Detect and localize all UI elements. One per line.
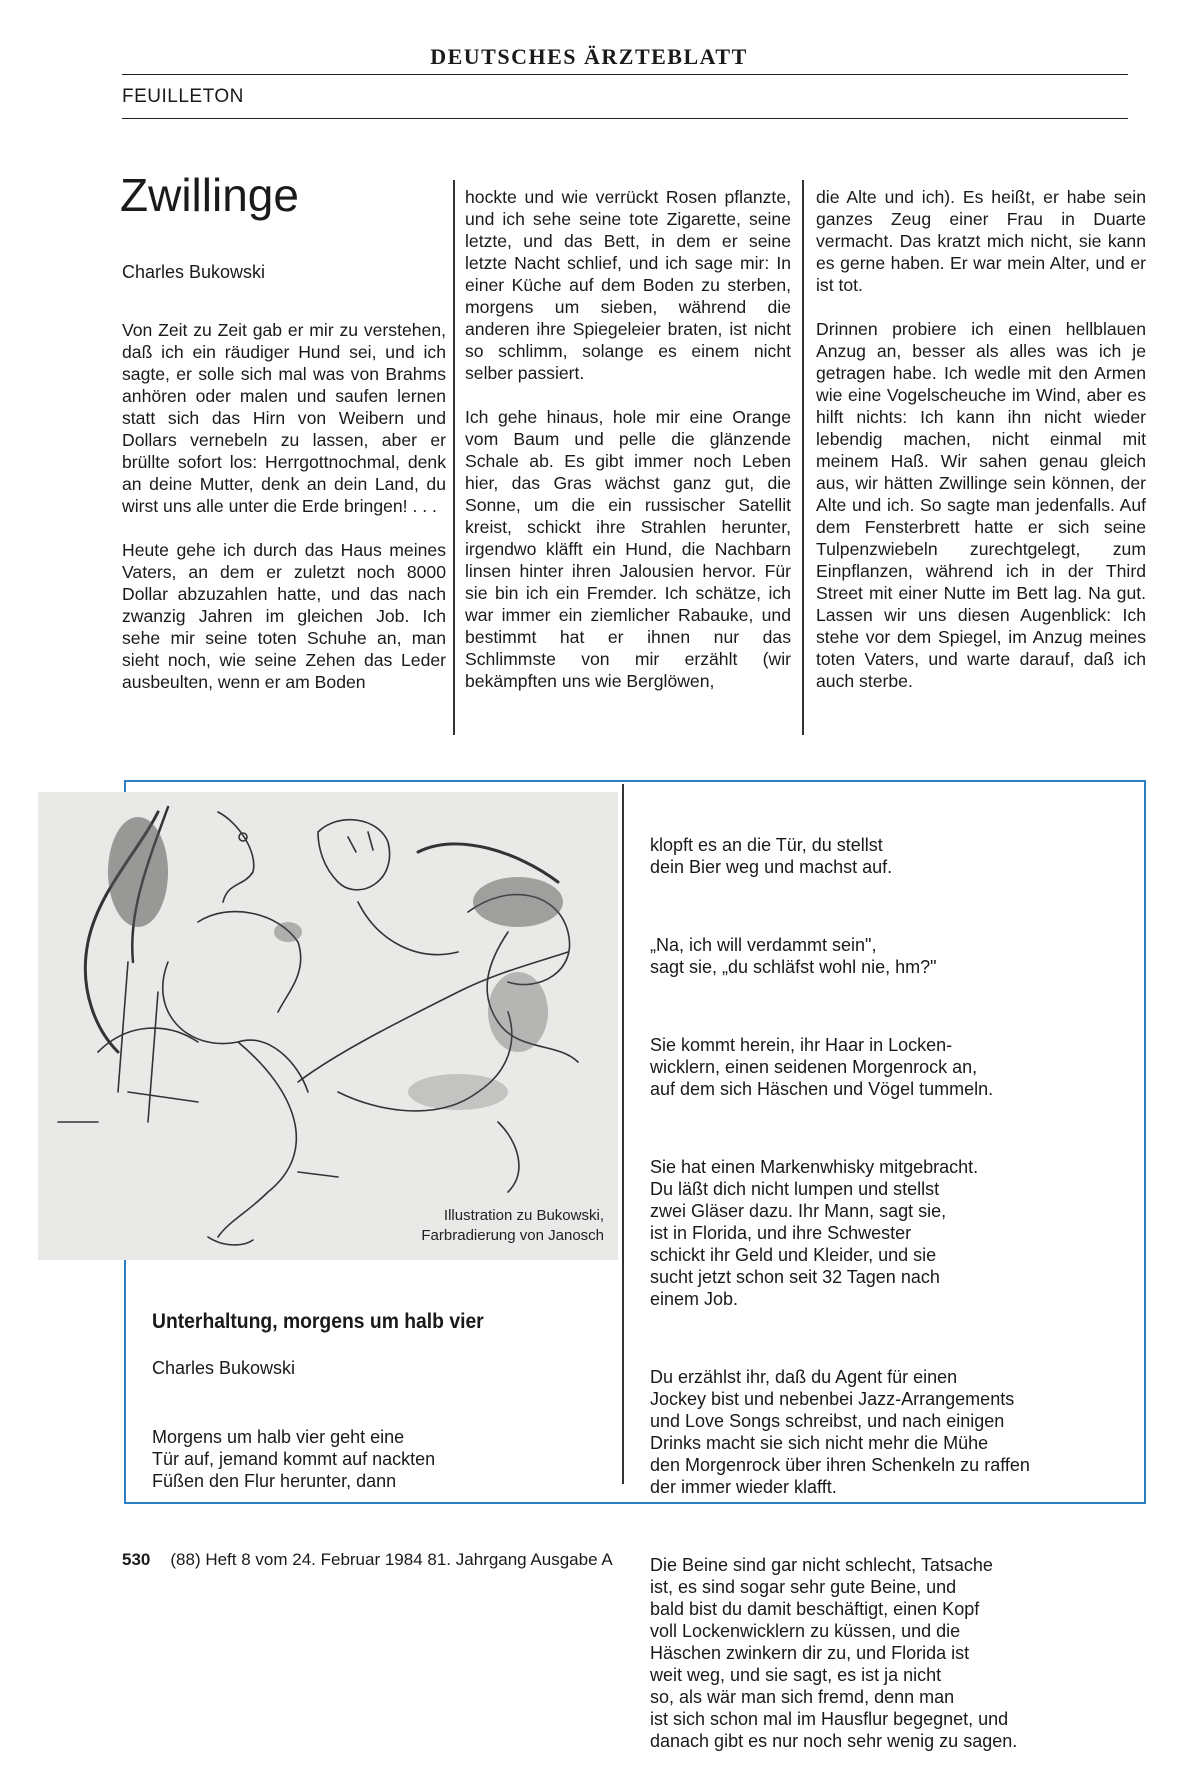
- poem-right-column: [650, 790, 1030, 1786]
- article-column-1: [122, 319, 446, 715]
- paragraph: Ich gehe hinaus, hole mir eine Orange vom Baum und pelle die glänzende Schale ab. Es gibt immer noch Leben hier, das Gras wächst ganz gut, die Sonne, um die ein russischer Satellit kreist, schickt ihre Strahlen herunter, irgendwo kläfft ein Hund, die Nachbarn linsen hinter ihren Jalousien hervor. Für sie bin ich ein Fremder. Ich schätze, ich war immer ein ziemlicher Rabauke, und bestimmt hat er ihnen nur das Schlimmste von mir erzählt (wir bekämpften uns wie Berglöwen,: [465, 407, 791, 691]
- caption-line: Farbradierung von Janosch: [421, 1227, 604, 1244]
- caption-line: Illustration zu Bukowski,: [443, 1207, 604, 1224]
- poem-left-stanza: Morgens um halb vier geht eine Tür auf, jemand kommt auf nackten Füßen den Flur herunter, dann: [152, 1427, 436, 1491]
- masthead: DEUTSCHES ÄRZTEBLATT: [430, 44, 748, 69]
- poem-stanza: „Na, ich will verdammt sein", sagt sie, „du schläfst wohl nie, hm?": [650, 935, 937, 977]
- article-column-3: [816, 186, 1146, 714]
- poem-stanza: Sie kommt herein, ihr Haar in Locken- wicklern, einen seidenen Morgenrock an, auf dem sich Häschen und Vögel tummeln.: [650, 1035, 994, 1099]
- poem-author: Charles Bukowski: [152, 1358, 296, 1378]
- poem-title: Unterhaltung, morgens um halb vier: [152, 1310, 484, 1333]
- illustration-drawing: [38, 792, 618, 1260]
- paragraph: Drinnen probiere ich einen hellblauen Anzug an, besser als alles was ich je getragen habe. Ich wedle mit den Armen wie eine Vogelscheuche im Wind, aber es hilft nichts: Ich kann ihn nicht wieder lebendig machen, nicht einmal mit meinem Haß. Wir sahen genau gleich aus, wir hätten Zwillinge sein können, der Alte und ich. So sagte man jedenfalls. Auf dem Fensterbrett hatte er sich seine Tulpenzwiebeln zurechtgelegt, zum Einpflanzen, während ich in der Third Street mit einer Nutte im Bett lag. Na gut. Lassen wir uns diesen Augenblick: Ich stehe vor dem Spiegel, im Anzug meines toten Vaters, und warte darauf, daß ich auch sterbe.: [816, 319, 1146, 691]
- poem-stanza: Die Beine sind gar nicht schlecht, Tatsache ist, es sind sogar sehr gute Beine, und bald bist du damit beschäftigt, einen Kopf voll Lockenwicklern zu küssen, und die Häschen zwinkern dir zu, und Florida ist weit weg, und sie sagt, es ist ja nicht so, als wär man sich fremd, denn man ist sich schon mal im Hausflur begegnet, und danach gibt es nur noch sehr wenig zu sagen.: [650, 1555, 1018, 1751]
- article-title: Zwillinge: [120, 169, 299, 221]
- column-divider: [802, 180, 804, 735]
- illustration: [38, 792, 618, 1260]
- page-footer: [122, 1550, 613, 1570]
- paragraph: hockte und wie verrückt Rosen pflanzte, und ich sehe seine tote Zigarette, seine letzte, und das Bett, in dem er seine letzte Nacht schlief, und ich sage mir: In einer Küche auf dem Boden zu sterben, morgens um sieben, während die anderen ihre Spiegeleier braten, ist nicht so schlimm, solange es einem nicht selber passiert.: [465, 187, 791, 383]
- paragraph: die Alte und ich). Es heißt, er habe sein ganzes Zeug einer Frau in Duarte vermacht. Das kratzt mich nicht, sie kann es gerne haben. Er war mein Alter, und er ist tot.: [816, 187, 1146, 295]
- issue-info: (88) Heft 8 vom 24. Februar 1984 81. Jahrgang Ausgabe A: [170, 1550, 613, 1569]
- poem-divider: [622, 784, 624, 1484]
- poem-stanza: Du erzählst ihr, daß du Agent für einen Jockey bist und nebenbei Jazz-Arrangements und Love Songs schreibst, und nach einigen Drinks macht sie sich nicht mehr die Mühe den Morgenrock über ihren Schenkeln zu raffen der immer wieder klafft.: [650, 1367, 1030, 1497]
- paragraph: Von Zeit zu Zeit gab er mir zu verstehen, daß ich ein räudiger Hund sei, und ich sagte, er solle sich mal was von Brahms anhören oder malen und saufen lernen statt sich das Hirn von Weibern und Dollars vernebeln zu lassen, aber er brüllte sofort los: Herrgottnochmal, denk an deine Mutter, denk an dein Land, du wirst uns alle unter die Erde bringen! . . .: [122, 320, 446, 516]
- illustration-caption: [421, 1206, 604, 1246]
- section-rule: [122, 118, 1128, 119]
- article-column-2: [465, 186, 791, 714]
- column-divider: [453, 180, 455, 735]
- poem-stanza: klopft es an die Tür, du stellst dein Bier weg und machst auf.: [650, 835, 893, 877]
- paragraph: Heute gehe ich durch das Haus meines Vaters, an dem er zuletzt noch 8000 Dollar abzuzahlen hatte, und das nach zwanzig Jahren im gleichen Job. Ich sehe mir seine toten Schuhe an, man sieht noch, wie seine Zehen das Leder ausbeulten, wenn er am Boden: [122, 540, 446, 692]
- header-rule: [122, 74, 1128, 75]
- section-label: FEUILLETON: [122, 86, 244, 107]
- page-number: 530: [122, 1550, 151, 1569]
- poem-stanza: Sie hat einen Markenwhisky mitgebracht. Du läßt dich nicht lumpen und stellst zwei Gläser dazu. Ihr Mann, sagt sie, ist in Florida, und ihre Schwester schickt ihr Geld und Kleider, und sie sucht jetzt schon seit 32 Tagen nach einem Job.: [650, 1157, 979, 1309]
- article-author: Charles Bukowski: [122, 262, 266, 282]
